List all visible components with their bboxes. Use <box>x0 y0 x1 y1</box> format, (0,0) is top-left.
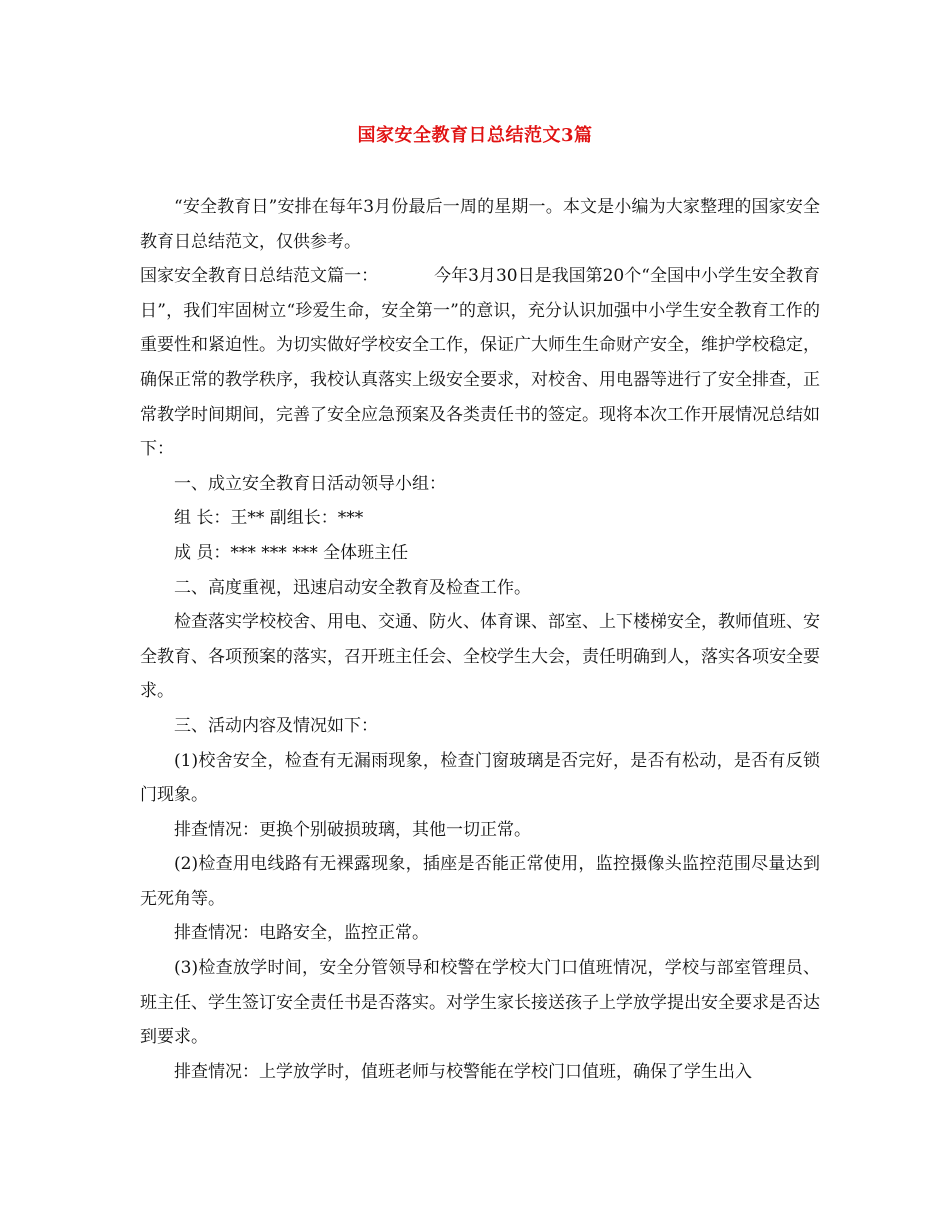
intro-paragraph: “安全教育日”安排在每年3月份最后一周的星期一。本文是小编为大家整理的国家安全教育日总结范文，仅供参考。 <box>140 197 820 252</box>
section-one-paragraph <box>140 259 820 467</box>
paragraph-item-2: (2)检查用电线路有无裸露现象，插座是否能正常使用，监控摄像头监控范围尽量达到无死角等。 <box>140 854 820 909</box>
document-title: 国家安全教育日总结范文3篇 <box>357 125 593 146</box>
section-heading: 国家安全教育日总结范文篇一： <box>140 266 379 287</box>
paragraph-group-leader: 组 长：王** 副组长：*** <box>174 508 364 529</box>
paragraph-group-members: 成 员：*** *** *** 全体班主任 <box>174 542 409 563</box>
paragraph-result-1: 排查情况：更换个别破损玻璃，其他一切正常。 <box>174 819 531 840</box>
paragraph-item-1: (1)校舍安全，检查有无漏雨现象，检查门窗玻璃是否完好，是否有松动，是否有反锁门现象。 <box>140 750 820 806</box>
section-lead: 今年3月30日是我国第20个“全国中小学生安全教育日”，我们牢固树立“珍爱生命，安全第一”的意识，充分认识加强中小学生安全教育工作的重要性和紧迫性。为切实做好学校安全工作，保证广大师生生命财产安全，维护学校稳定，确保正常的教学秩序，我校认真落实上级安全要求，对校舍、用电器等进行了安全排查，正常教学时间期间，完善了安全应急预案及各类责任书的签定。现将本次工作开展情况总结如下： <box>140 266 820 460</box>
paragraph-inspection-scope: 检查落实学校校舍、用电、交通、防火、体育课、部室、上下楼梯安全，教师值班、安全教育、各项预案的落实，召开班主任会、全校学生大会，责任明确到人，落实各项安全要求。 <box>140 612 820 702</box>
paragraph-result-2: 排查情况：电路安全，监控正常。 <box>174 923 429 944</box>
document-body <box>140 190 820 1089</box>
paragraph-section-two-heading: 二、高度重视，迅速启动安全教育及检查工作。 <box>174 577 531 598</box>
paragraph-leader-group-heading: 一、成立安全教育日活动领导小组： <box>174 473 446 494</box>
paragraph-item-3: (3)检查放学时间，安全分管领导和校警在学校大门口值班情况，学校与部室管理员、班主任、学生签订安全责任书是否落实。对学生家长接送孩子上学放学提出安全要求是否达到要求。 <box>140 958 820 1048</box>
paragraph-section-three-heading: 三、活动内容及情况如下： <box>174 715 378 736</box>
paragraph-result-3: 排查情况：上学放学时，值班老师与校警能在学校门口值班，确保了学生出入 <box>174 1061 752 1082</box>
